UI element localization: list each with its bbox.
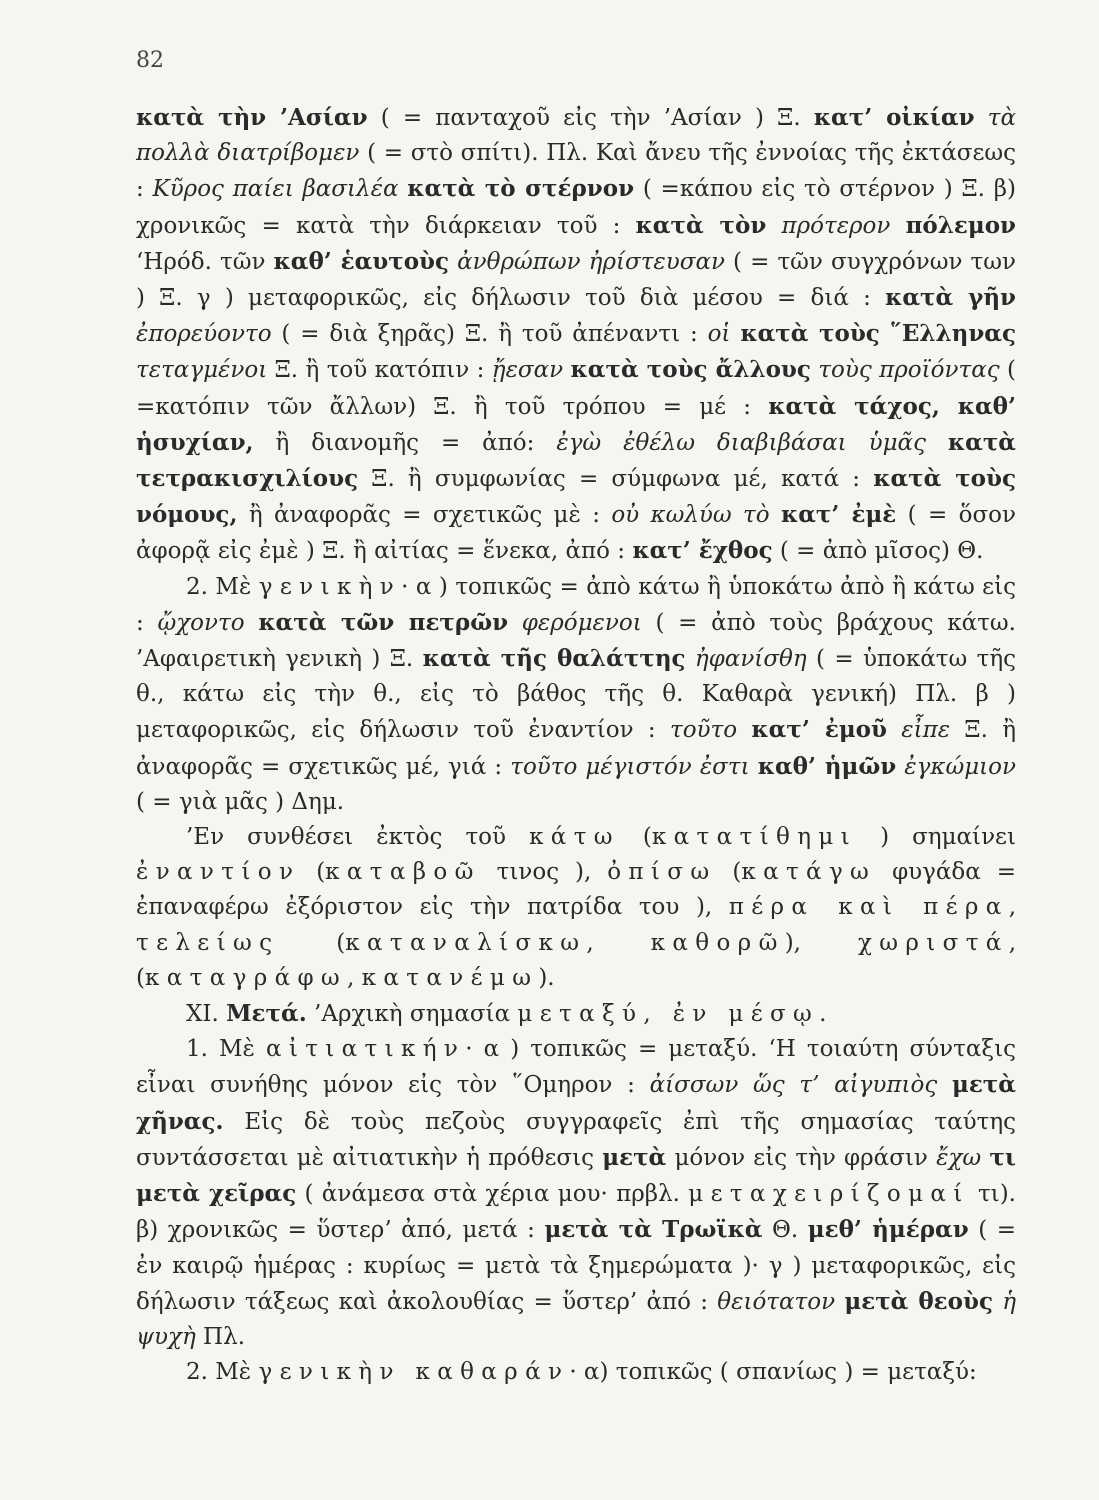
spaced-term: ἐναντίον — [136, 859, 301, 886]
spaced-term: πέρα καὶ πέρα — [728, 894, 1009, 921]
italic-example: ἐπορεύοντο — [136, 321, 272, 348]
text-run: ( = ἀπὸ τοὺς βράχους κάτω. ’Αφαιρετικὴ γενικὴ ) Ξ. — [136, 609, 1016, 673]
italic-example: ἀνθρώπων ἠρίστευσαν — [457, 248, 725, 275]
text-run: · α ) τοπικῶς = μεταξύ. ‘Η τοιαύτη σύνταξις εἶναι συνήθης μόνον εἰς τὸν ῞Ομηρον : — [136, 1036, 1016, 1099]
spaced-term: αἰτιατικήν — [265, 1036, 466, 1063]
text-run: Ξ. ἢ συμφωνίας = σύμφωνα μέ, κατά : — [358, 466, 874, 493]
paragraph — [136, 570, 1016, 820]
text-run: Ξ. ἢ ἀναφορᾶς = σχετικῶς μέ, γιά : — [136, 717, 1017, 780]
text-run: ( = ὑποκάτω τῆς θ., κάτω εἰς τὴν θ., εἰς τὸ βάθος τῆς θ. Καθαρὰ γενική) Πλ. β ) μεταφορικῶς, εἰς δήλωσιν τοῦ ἐναντίον : — [136, 646, 1017, 744]
bold-term: μετὰ τὰ Τρωϊκὰ — [544, 1216, 763, 1244]
italic-example: ἐγκώμιον — [904, 753, 1017, 780]
text-run: . — [819, 1001, 827, 1028]
text-run: ( — [716, 859, 742, 886]
text-run: ἢ διανομῆς = ἀπό: — [253, 429, 557, 456]
text-run: ( =κατόπιν τῶν ἄλλων) Ξ. ἢ τοῦ τρόπου = μέ : — [136, 357, 1016, 420]
bold-term: κατὰ τετρακισχιλίους — [136, 428, 1017, 493]
text-run — [750, 754, 758, 780]
bold-term: μετὰ — [602, 1143, 667, 1171]
bold-term: κατὰ τῆς θαλάττης — [422, 645, 686, 673]
paragraph — [136, 100, 1016, 570]
text-run: Εἰς δὲ τοὺς πεζοὺς συγγραφεῖς ἐπὶ τῆς σημασίας ταύτης συντάσσεται μὲ αἰτιατικὴν ἡ πρόθεσις — [136, 1108, 1016, 1171]
text-run: , ( — [136, 929, 1016, 991]
spaced-term: γενικὴν — [258, 573, 402, 600]
italic-example: ἠφανίσθη — [694, 646, 807, 673]
text-run: τι). β) χρονικῶς = ὕστερ’ ἀπό, μετά : — [136, 1181, 1016, 1244]
text-run: · α ) τοπικῶς = ἀπὸ κάτω ἢ ὑποκάτω ἀπὸ ἢ κάτω εἰς : — [136, 573, 1016, 636]
text-run: ( = ὅσον ἀφορᾷ εἰς ἐμὲ ) Ξ. ἢ αἰτίας = ἕνεκα, ἀπό : — [136, 502, 1016, 565]
spaced-term: κατατίθημι — [651, 824, 858, 851]
spaced-term: γενικὴν καθαράν — [258, 1359, 570, 1386]
spaced-term: καθορῶ — [650, 929, 785, 956]
text-run: ( = πανταχοῦ εἰς τὴν ’Ασίαν ) Ξ. — [367, 105, 814, 131]
bold-term: κατὰ τάχος, καθ’ ἡσυχίαν, — [136, 392, 1016, 456]
bold-term: κατὰ τὴν ’Ασίαν — [136, 104, 368, 131]
text-run — [398, 176, 407, 202]
text-run: , — [586, 929, 651, 956]
text-run — [245, 610, 259, 636]
text-run — [766, 213, 781, 239]
text-run: ) σημαίνει — [857, 824, 1016, 851]
text-run — [835, 1289, 844, 1315]
text-run — [887, 717, 901, 743]
spaced-term: κατανέμω — [361, 964, 539, 991]
text-run: ( = γιὰ μᾶς ) Δημ. — [136, 788, 345, 815]
bold-term: κατὰ τὸν — [635, 211, 767, 239]
bold-term: κατὰ γῆν — [885, 284, 1016, 312]
bold-term: κατ’ ἐμὲ — [780, 501, 897, 529]
page-number: 82 — [136, 48, 164, 73]
bold-term: καθ’ ἑαυτοὺς — [273, 247, 450, 275]
text-run: ( — [300, 859, 326, 886]
text-run: ( = διὰ ξηρᾶς) Ξ. ἢ τοῦ ἀπέναντι : — [271, 321, 708, 348]
text-run: ’Αρχικὴ σημασία — [306, 1001, 518, 1028]
italic-example: θειότατον — [717, 1288, 836, 1315]
paragraph — [136, 1032, 1016, 1355]
text-run — [975, 105, 988, 131]
italic-example: τεταγμένοι — [136, 357, 268, 384]
text-run: , — [1008, 894, 1016, 921]
text-run: Πλ. — [195, 1323, 246, 1350]
spaced-term: κάτω — [529, 824, 620, 851]
spaced-term: ὀπίσω — [607, 859, 717, 886]
text-run — [890, 213, 905, 239]
bold-term: μετὰ χῆνας. — [136, 1071, 1016, 1135]
text-run: 1. Μὲ — [186, 1036, 266, 1063]
spaced-term: μεταχειρίζομαί — [688, 1181, 970, 1208]
italic-example: οὐ κωλύω τὸ — [611, 502, 770, 529]
italic-example: φερόμενοι — [521, 609, 642, 636]
text-run — [770, 502, 781, 528]
bold-term: κατὰ τοὺς ῞Ελληνας — [740, 320, 1017, 348]
italic-example: ᾔεσαν — [491, 357, 564, 384]
text-run — [449, 249, 457, 275]
italic-example: ἀίσσων ὥς τ’ αἰγυπιὸς — [649, 1072, 938, 1099]
text-run: XI. — [186, 1001, 227, 1028]
spaced-term: καταναλίσκω — [345, 929, 587, 956]
bold-term: μετὰ θεοὺς — [844, 1287, 993, 1315]
text-run: ( =κάπου εἰς τὸ στέρνον ) Ξ. β) χρονικῶς = κατὰ τὴν διάρκειαν τοῦ : — [136, 176, 1017, 239]
text-run: 2. Μὲ — [186, 1359, 259, 1386]
bold-term: κατὰ τῶν πετρῶν — [258, 608, 509, 636]
text-run — [563, 357, 570, 383]
text-run: ( = τῶν συγχρόνων των ) Ξ. γ ) μεταφορικῶς, εἰς δήλωσιν τοῦ διὰ μέσου = διά : — [136, 248, 1016, 312]
text-run: μόνον εἰς τὴν φράσιν — [666, 1144, 937, 1171]
spaced-term: χωριστά — [857, 929, 1009, 956]
bold-term: Μετά. — [226, 1000, 307, 1028]
text-run — [926, 430, 948, 456]
spaced-term: καταβοῶ — [325, 859, 481, 886]
text-run — [686, 646, 695, 672]
bold-term: τι μετὰ χεῖρας — [136, 1143, 1017, 1208]
text-run: ( = ἀπὸ μῖσος) Θ. — [772, 538, 984, 565]
text-run: ( — [619, 824, 652, 851]
bold-term: μεθ’ ἡμέραν — [807, 1216, 969, 1244]
italic-example: οἱ — [707, 321, 731, 348]
text-run — [993, 1289, 1002, 1315]
text-run: ( ἀνάμεσα στὰ χέρια μου· πρβλ. — [296, 1181, 689, 1208]
text-run — [730, 321, 740, 347]
paragraph — [136, 820, 1016, 996]
bold-term: κατ’ ἐμοῦ — [751, 716, 887, 744]
italic-example: εἶπε — [901, 717, 951, 744]
italic-example: τοῦτο — [669, 717, 738, 744]
paragraph — [136, 996, 1016, 1032]
text-run: Ξ. ἢ τοῦ κατόπιν : — [267, 357, 492, 384]
bold-term: κατ’ οἰκίαν — [813, 104, 975, 131]
text-run: φυγάδα = ἐπαναφέρω ἐξόριστον εἰς τὴν πατρίδα του ), — [136, 859, 1016, 921]
bold-term: κατὰ τοὺς νόμους, — [136, 465, 1016, 529]
spaced-term: τελείως — [136, 929, 280, 956]
italic-example: ἐγὼ ἐθέλω διαβιβάσαι ὑμᾶς — [556, 429, 926, 456]
spaced-term: κατάγω — [741, 859, 877, 886]
text-run: τινος ), — [480, 859, 608, 886]
bold-term: κατ’ ἔχθος — [632, 537, 773, 565]
text-run: ἢ ἀναφορᾶς = σχετικῶς μὲ : — [237, 502, 612, 529]
italic-example: ᾤχοντο — [157, 609, 245, 636]
italic-example: τοῦτο μέγιστόν ἐστι — [510, 753, 750, 780]
italic-example: Κῦρος παίει βασιλέα — [152, 176, 399, 203]
text-run: ‘Ηρόδ. τῶν — [136, 248, 274, 275]
italic-example: τὰ πολλὰ διατρίβομεν — [136, 105, 1016, 167]
italic-example: ἡ ψυχὴ — [136, 1288, 1017, 1350]
spaced-term: μεταξύ, ἐν μέσῳ — [517, 1001, 820, 1028]
italic-example: πρότερον — [781, 212, 891, 239]
text-run: · α) τοπικῶς ( σπανίως ) = μεταξύ: — [569, 1359, 977, 1386]
text-run — [737, 717, 751, 743]
text-run: Θ. — [762, 1217, 808, 1244]
text-run: ). — [538, 964, 555, 991]
italic-example: τοὺς προϊόντας — [818, 357, 1000, 384]
text-run: ( = ἐν καιρῷ ἡμέρας : κυρίως = μετὰ τὰ ξημερώματα )· γ ) μεταφορικῶς, εἰς δήλωσιν τάξεως καὶ ἀκολουθίας = ὕστερ’ ἀπό : — [136, 1217, 1016, 1315]
italic-example: ἔχω — [936, 1144, 982, 1171]
body-text — [136, 100, 1016, 1390]
bold-term: πόλεμον — [905, 211, 1016, 239]
spaced-term: καταγράφω — [144, 964, 348, 991]
text-run: ), — [784, 929, 858, 956]
bold-term: κατὰ τοὺς ἄλλους — [570, 356, 811, 384]
bold-term: καθ’ ἡμῶν — [757, 752, 897, 780]
text-run: ’Εν συνθέσει ἐκτὸς τοῦ — [186, 824, 530, 851]
text-run: ( — [279, 929, 346, 956]
text-run: 2. Μὲ — [186, 573, 259, 600]
text-run — [508, 610, 522, 636]
paragraph — [136, 1355, 1016, 1390]
text-run — [937, 1072, 952, 1098]
bold-term: κατὰ τὸ στέρνον — [407, 175, 635, 203]
text-run: , — [347, 964, 362, 991]
text-run: ( = στὸ σπίτι). Πλ. Καὶ ἄνευ τῆς ἐννοίας τῆς ἐκτάσεως : — [136, 140, 1017, 203]
